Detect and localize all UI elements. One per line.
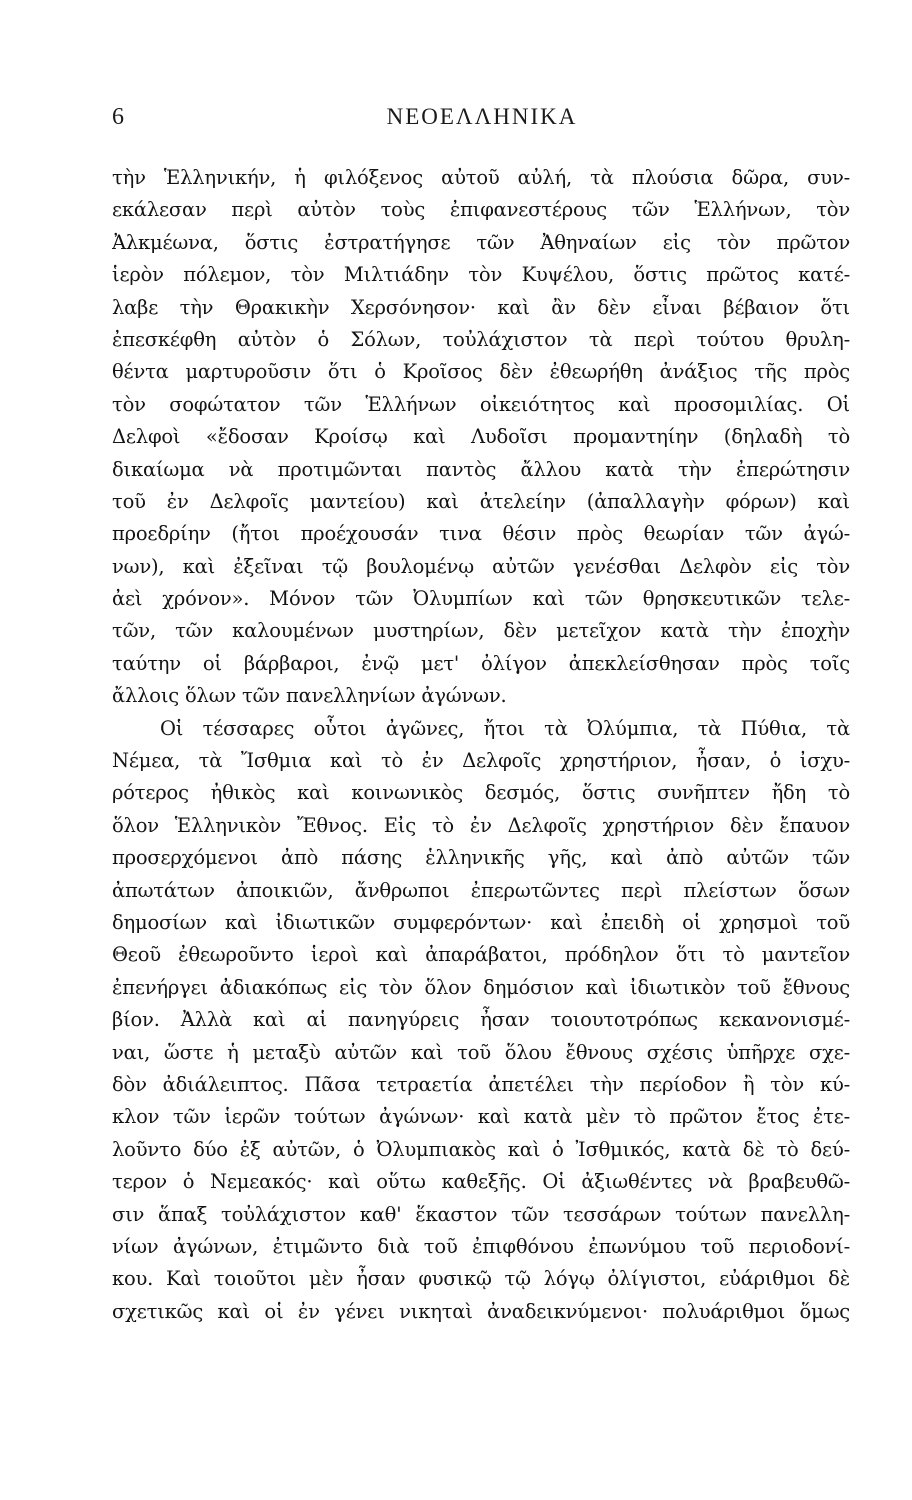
text-line: ἄλλοις ὅλων τῶν πανελληνίων ἀγώνων. (112, 684, 507, 708)
text-line (112, 1328, 850, 1360)
text-line: βίον. Ἀλλὰ καὶ αἱ πανηγύρεις ἦσαν τοιουτοτρόπως κεκανονισμέ- (112, 1008, 850, 1032)
text-line: κου. Καὶ τοιοῦτοι μὲν ἦσαν φυσικῷ τῷ λόγῳ ὀλίγιστοι, εὐάριθμοι δὲ (112, 1267, 850, 1291)
text-line: Ἀλκμέωνα, ὅστις ἐστρατήγησε τῶν Ἀθηναίων εἰς τὸν πρῶτον (112, 230, 850, 254)
text-line: εκάλεσαν περὶ αὐτὸν τοὺς ἐπιφανεστέρους τῶν Ἑλλήνων, τὸν (112, 198, 850, 222)
text-line: προεδρίην (ἤτοι προέχουσάν τινα θέσιν πρὸς θεωρίαν τῶν ἀγώ- (112, 522, 850, 546)
page-number: 6 (112, 104, 124, 130)
text-line: δὸν ἀδιάλειπτος. Πᾶσα τετραετία ἀπετέλει τὴν περίοδον ἢ τὸν κύ- (112, 1072, 850, 1096)
text-line: ἀεὶ χρόνον». Μόνον τῶν Ὀλυμπίων καὶ τῶν θρησκευτικῶν τελε- (112, 587, 850, 611)
text-line: ἐπενήργει ἀδιακόπως εἰς τὸν ὅλον δημόσιον καὶ ἰδιωτικὸν τοῦ ἔθνους (112, 975, 850, 999)
text-line: σχετικῶς καὶ οἱ ἐν γένει νικηταὶ ἀναδεικνύμενοι· πολυάριθμοι ὅμως (112, 1299, 850, 1323)
text-line: λοῦντο δύο ἐξ αὐτῶν, ὁ Ὀλυμπιακὸς καὶ ὁ Ἰσθμικός, κατὰ δὲ τὸ δεύ- (112, 1137, 850, 1161)
text-line: Νέμεα, τὰ Ἴσθμια καὶ τὸ ἐν Δελφοῖς χρηστήριον, ἦσαν, ὁ ἰσχυ- (112, 749, 850, 773)
text-line: τὸν σοφώτατον τῶν Ἑλλήνων οἰκειότητος καὶ προσομιλίας. Οἱ (112, 392, 850, 416)
text-line: ταύτην οἱ βάρβαροι, ἐνῷ μετ' ὀλίγον ἀπεκλείσθησαν πρὸς τοῖς (112, 651, 850, 675)
text-line: Οἱ τέσσαρες οὗτοι ἀγῶνες, ἤτοι τὰ Ὀλύμπια, τὰ Πύθια, τὰ (160, 716, 850, 740)
text-line: ναι, ὥστε ἡ μεταξὺ αὐτῶν καὶ τοῦ ὅλου ἔθνους σχέσις ὑπῆρχε σχε- (112, 1040, 850, 1064)
text-line: ἀπωτάτων ἀποικιῶν, ἄνθρωποι ἐπερωτῶντες περὶ πλείστων ὅσων (112, 878, 850, 902)
text-line: τῶν, τῶν καλουμένων μυστηρίων, δὲν μετεῖχον κατὰ τὴν ἐποχὴν (112, 619, 850, 643)
text-line: ρότερος ἠθικὸς καὶ κοινωνικὸς δεσμός, ὅστις συνῆπτεν ἤδη τὸ (112, 781, 850, 805)
page-header (112, 104, 852, 144)
text-line: δικαίωμα νὰ προτιμῶνται παντὸς ἄλλου κατὰ τὴν ἐπερώτησιν (112, 457, 850, 481)
text-line: ἱερὸν πόλεμον, τὸν Μιλτιάδην τὸν Κυψέλου, ὅστις πρῶτος κατέ- (112, 263, 850, 287)
text-line: κλον τῶν ἱερῶν τούτων ἀγώνων· καὶ κατὰ μὲν τὸ πρῶτον ἔτος ἐτε- (112, 1105, 850, 1129)
text-line: προσερχόμενοι ἀπὸ πάσης ἑλληνικῆς γῆς, καὶ ἀπὸ αὐτῶν τῶν (112, 846, 850, 870)
text-line: τὴν Ἑλληνικήν, ἡ φιλόξενος αὐτοῦ αὐλή, τὰ πλούσια δῶρα, συν- (112, 166, 850, 189)
text-line: τερον ὁ Νεμεακός· καὶ οὕτω καθεξῆς. Οἱ ἀξιωθέντες νὰ βραβευθῶ- (112, 1170, 850, 1194)
text-line: δημοσίων καὶ ἰδιωτικῶν συμφερόντων· καὶ ἐπειδὴ οἱ χρησμοὶ τοῦ (112, 910, 850, 934)
text-line: ὅλον Ἑλληνικὸν Ἔθνος. Εἰς τὸ ἐν Δελφοῖς χρηστήριον δὲν ἔπαυον (112, 813, 850, 837)
text-line: σιν ἅπαξ τοὐλάχιστον καθ' ἕκαστον τῶν τεσσάρων τούτων πανελλη- (112, 1202, 850, 1226)
text-line: νίων ἀγώνων, ἐτιμῶντο διὰ τοῦ ἐπιφθόνου ἐπωνύμου τοῦ περιοδονί- (112, 1234, 850, 1258)
body-text (112, 162, 850, 1360)
text-line: ἐπεσκέφθη αὐτὸν ὁ Σόλων, τοὐλάχιστον τὰ περὶ τούτου θρυλη- (112, 327, 850, 351)
running-title: ΝΕΟΕΛΛΗΝΙΚΑ (386, 104, 578, 129)
text-line: τοῦ ἐν Δελφοῖς μαντείου) καὶ ἀτελείην (ἀπαλλαγὴν φόρων) καὶ (112, 489, 850, 513)
text-line: λαβε τὴν Θρακικὴν Χερσόνησον· καὶ ἂν δὲν εἶναι βέβαιον ὅτι (112, 295, 850, 319)
text-line: Θεοῦ ἐθεωροῦντο ἱεροὶ καὶ ἀπαράβατοι, πρόδηλον ὅτι τὸ μαντεῖον (112, 943, 850, 967)
text-line: Δελφοὶ «ἔδοσαν Κροίσῳ καὶ Λυδοῖσι προμαντηίην (δηλαδὴ τὸ (112, 425, 850, 449)
text-line: θέντα μαρτυροῦσιν ὅτι ὁ Κροῖσος δὲν ἐθεωρήθη ἀνάξιος τῆς πρὸς (112, 360, 850, 384)
text-line: νων), καὶ ἐξεῖναι τῷ βουλομένῳ αὐτῶν γενέσθαι Δελφὸν εἰς τὸν (112, 554, 850, 578)
